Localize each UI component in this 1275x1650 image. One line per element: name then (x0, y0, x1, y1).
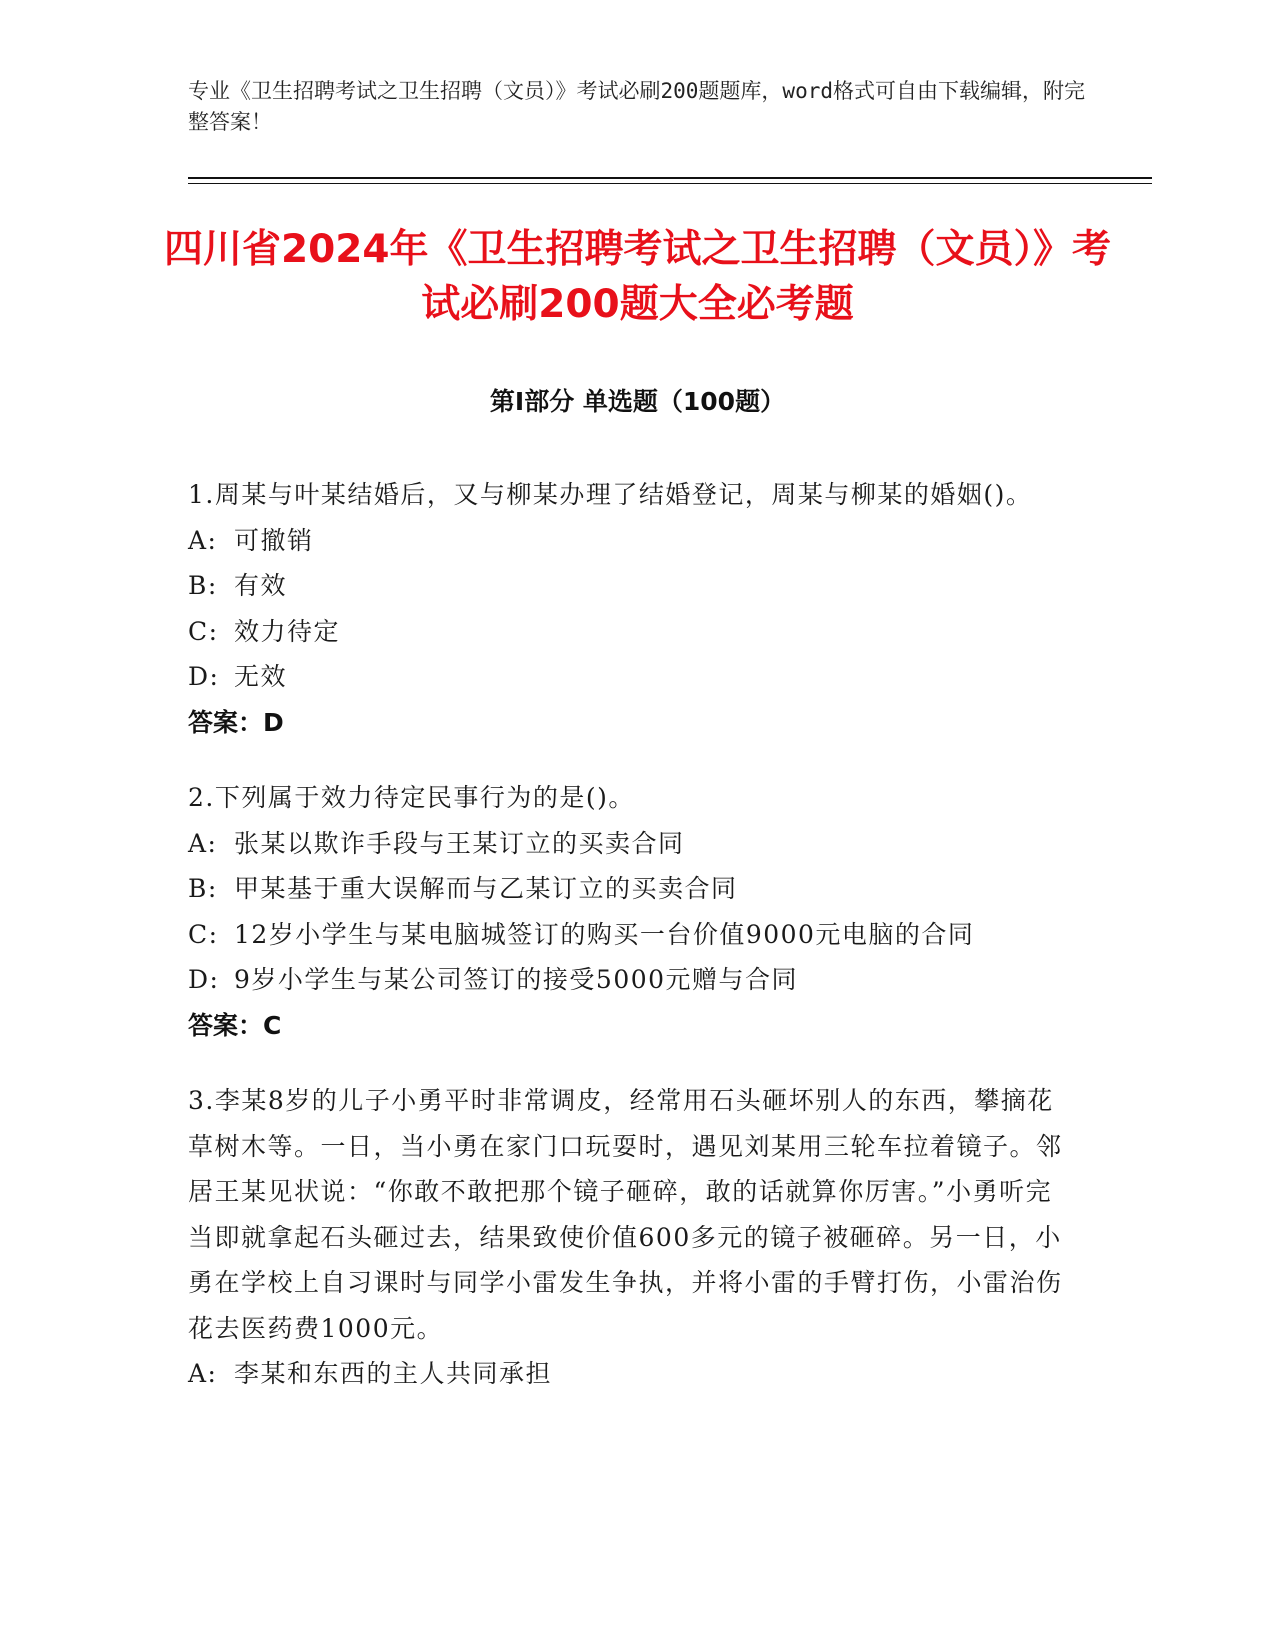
option-key: D: (188, 662, 220, 691)
option-b (188, 866, 1068, 912)
option-a (188, 1351, 1068, 1397)
option-key: B: (188, 874, 218, 903)
option-c (188, 609, 1068, 655)
question-stem: 1.周某与叶某结婚后，又与柳某办理了结婚登记，周某与柳某的婚姻()。 (188, 480, 1033, 509)
header-rule-thin (188, 183, 1152, 184)
option-b (188, 563, 1068, 609)
option-a (188, 821, 1068, 867)
option-key: C: (188, 919, 219, 949)
header-rule-thick (188, 177, 1152, 179)
question-2 (188, 775, 1068, 1048)
option-text: 张某以欺诈手段与王某订立的买卖合同 (234, 828, 685, 858)
question-1 (188, 472, 1068, 745)
answer-line: 答案：C (188, 1010, 282, 1040)
option-c (188, 912, 1068, 958)
option-text: 效力待定 (234, 616, 341, 646)
option-text: 9岁小学生与某公司签订的接受5000元赠与合同 (234, 965, 799, 994)
answer-line: 答案：D (188, 707, 284, 737)
section-title: 第I部分 单选题（100题） (489, 387, 786, 416)
option-key: A: (188, 828, 218, 858)
option-text: 甲某基于重大误解而与乙某订立的买卖合同 (234, 874, 738, 903)
option-d (188, 654, 1068, 700)
option-key: A: (188, 525, 218, 555)
header-note: 专业《卫生招聘考试之卫生招聘（文员）》考试必刷200题题库，word格式可自由下载编辑，附完整答案！ (188, 79, 1085, 134)
option-text: 12岁小学生与某电脑城签订的购买一台价值9000元电脑的合同 (234, 919, 975, 949)
option-key: B: (188, 571, 218, 600)
option-text: 李某和东西的主人共同承担 (234, 1359, 553, 1388)
question-stem: 3.李某8岁的儿子小勇平时非常调皮，经常用石头砸坏别人的东西，攀摘花草树木等。一日，当小勇在家门口玩耍时，遇见刘某用三轮车拉着镜子。邻居王某见状说：“你敢不敢把那个镜子砸碎，敢的话就算你厉害。”小勇听完当即就拿起石头砸过去，结果致使价值600多元的镜子被砸碎。另一日，小勇在学校上自习课时与同学小雷发生争执，并将小雷的手臂打伤，小雷治伤花去医药费1000元。 (188, 1086, 1063, 1343)
question-3 (188, 1078, 1068, 1397)
question-stem: 2.下列属于效力待定民事行为的是()。 (188, 783, 635, 812)
option-key: D: (188, 965, 220, 994)
option-text: 有效 (234, 571, 288, 600)
option-a (188, 518, 1068, 564)
option-d (188, 957, 1068, 1003)
option-key: A: (188, 1359, 218, 1388)
question-list (188, 472, 1068, 1427)
option-key: C: (188, 616, 219, 646)
option-text: 无效 (234, 662, 288, 691)
option-text: 可撤销 (234, 525, 314, 555)
document-title: 四川省2024年《卫生招聘考试之卫生招聘（文员）》考试必刷200题大全必考题 (163, 227, 1112, 327)
